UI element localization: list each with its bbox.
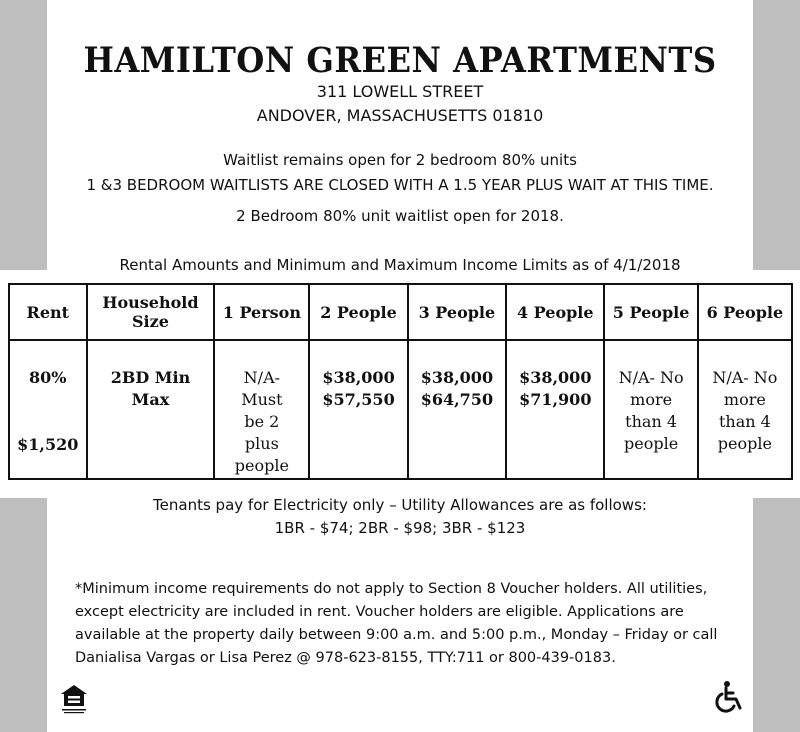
street-address: 311 LOWELL STREET xyxy=(316,82,484,101)
header-3-people: 3 People xyxy=(408,284,506,340)
cell-6-people: N/A- No more than 4 people xyxy=(698,340,792,479)
header-5-people: 5 People xyxy=(604,284,697,340)
cell-1-person: N/A- Must be 2 plus people xyxy=(214,340,309,479)
cell-3-people: $38,000 $64,750 xyxy=(408,340,506,479)
rent-amount: $1,520 xyxy=(17,435,79,454)
table-row xyxy=(9,340,792,479)
table-header-row xyxy=(9,284,792,340)
cell-rent xyxy=(9,340,87,479)
footnote: *Minimum income requirements do not apply to Section 8 Voucher holders. All utilities, except electricity are included in rent. Voucher holders are eligible. Applications are available at the property daily between 9:00 a.m. and 5:00 p.m., Monday – Friday or call Danialisa Vargas or Lisa Perez @ 978-623-8155, TTY:711 or 800-439-0183. xyxy=(75,581,718,666)
header-1-person: 1 Person xyxy=(214,284,309,340)
income-limits-table xyxy=(8,283,793,480)
city-address: ANDOVER, MASSACHUSETTS 01810 xyxy=(256,106,544,125)
utilities-line-2: 1BR - $74; 2BR - $98; 3BR - $123 xyxy=(274,519,526,537)
cell-4-people: $38,000 $71,900 xyxy=(506,340,604,479)
utilities-line-1: Tenants pay for Electricity only – Utility Allowances are as follows: xyxy=(153,496,647,514)
waitlist-open-note: Waitlist remains open for 2 bedroom 80% units xyxy=(223,151,577,169)
equal-housing-opportunity-icon xyxy=(60,684,88,714)
rent-percent: 80% xyxy=(29,368,67,387)
page-title: HAMILTON GREEN APARTMENTS xyxy=(83,40,717,81)
cell-household-size: 2BD Min Max xyxy=(87,340,215,479)
header-rent: Rent xyxy=(9,284,87,340)
header-4-people: 4 People xyxy=(506,284,604,340)
header-2-people: 2 People xyxy=(309,284,407,340)
header-6-people: 6 People xyxy=(698,284,792,340)
wheelchair-accessible-icon xyxy=(712,680,746,714)
waitlist-2018-note: 2 Bedroom 80% unit waitlist open for 2018. xyxy=(236,207,564,225)
header-household-size: Household Size xyxy=(87,284,215,340)
cell-2-people: $38,000 $57,550 xyxy=(309,340,407,479)
limits-caption: Rental Amounts and Minimum and Maximum Income Limits as of 4/1/2018 xyxy=(119,256,681,274)
waitlist-closed-note: 1 &3 BEDROOM WAITLISTS ARE CLOSED WITH A 1.5 YEAR PLUS WAIT AT THIS TIME. xyxy=(86,176,714,194)
cell-5-people: N/A- No more than 4 people xyxy=(604,340,697,479)
